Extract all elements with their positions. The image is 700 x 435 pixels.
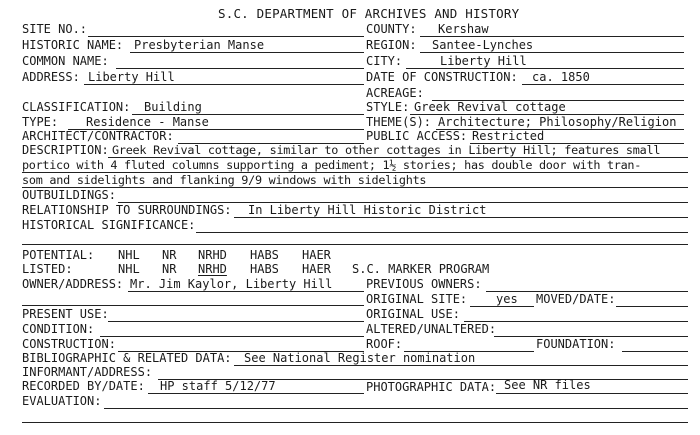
roof-label: ROOF: — [366, 337, 403, 351]
recorded-by-label: RECORDED BY/DATE: — [22, 379, 145, 393]
public-access-value: Restricted — [472, 129, 545, 143]
theme-value: Architecture; Philosophy/Religion — [438, 115, 677, 129]
original-site-value: yes — [496, 292, 518, 306]
form-header: S.C. DEPARTMENT OF ARCHIVES AND HISTORY — [218, 6, 520, 21]
bibliographic-label: BIBLIOGRAPHIC & RELATED DATA: — [22, 351, 232, 365]
potential-haer: HAER — [302, 248, 331, 262]
historic-name-value: Presbyterian Manse — [134, 38, 265, 52]
informant-label: INFORMANT/ADDRESS: — [22, 365, 153, 379]
listed-nr: NR — [162, 262, 177, 276]
description-label: DESCRIPTION: — [22, 143, 109, 157]
region-label: REGION: — [366, 38, 417, 52]
region-value: Santee-Lynches — [432, 38, 534, 52]
present-use-label: PRESENT USE: — [22, 307, 109, 321]
county-label: COUNTY: — [366, 22, 417, 36]
foundation-label: FOUNDATION: — [536, 337, 616, 351]
site-no-label: SITE NO.: — [22, 22, 88, 36]
photographic-data-label: PHOTOGRAPHIC DATA: — [366, 380, 497, 394]
acreage-label: ACREAGE: — [366, 86, 424, 100]
original-site-label: ORIGINAL SITE: — [366, 292, 468, 306]
type-label: TYPE: — [22, 115, 59, 129]
previous-owners-label: PREVIOUS OWNERS: — [366, 277, 482, 291]
relationship-label: RELATIONSHIP TO SURROUNDINGS: — [22, 203, 232, 217]
style-value: Greek Revival cottage — [414, 100, 566, 114]
construction-label: CONSTRUCTION: — [22, 337, 116, 351]
public-access-label: PUBLIC ACCESS: — [366, 129, 468, 143]
description-line-1: Greek Revival cottage, similar to other cottages in Liberty Hill; features small — [112, 143, 661, 157]
photographic-data-value: See NR files — [504, 378, 591, 392]
address-value: Liberty Hill — [88, 70, 175, 84]
description-line-3: som and sidelights and flanking 9/9 windows with sidelights — [22, 173, 427, 187]
architect-label: ARCHITECT/CONTRACTOR: — [22, 129, 174, 143]
historical-significance-label: HISTORICAL SIGNIFICANCE: — [22, 218, 196, 232]
potential-nrhd: NRHD — [198, 248, 227, 262]
listed-label: LISTED: — [22, 262, 73, 276]
potential-label: POTENTIAL: — [22, 248, 95, 262]
altered-unaltered-label: ALTERED/UNALTERED: — [366, 322, 497, 336]
historic-name-label: HISTORIC NAME: — [22, 38, 124, 52]
address-label: ADDRESS: — [22, 70, 80, 84]
relationship-value: In Liberty Hill Historic District — [248, 203, 487, 217]
county-value: Kershaw — [438, 22, 489, 36]
outbuildings-label: OUTBUILDINGS: — [22, 188, 116, 202]
classification-value: Building — [144, 100, 202, 114]
listed-haer: HAER — [302, 262, 331, 276]
original-use-label: ORIGINAL USE: — [366, 307, 460, 321]
potential-habs: HABS — [250, 248, 279, 262]
theme-label: THEME(S): — [366, 115, 432, 129]
listed-nrhd: NRHD — [198, 262, 227, 276]
listed-nhl: NHL — [118, 262, 140, 276]
city-label: CITY: — [366, 54, 403, 68]
sc-marker-program: S.C. MARKER PROGRAM — [352, 262, 490, 276]
moved-date-label: MOVED/DATE: — [536, 292, 616, 306]
owner-address-value: Mr. Jim Kaylor, Liberty Hill — [130, 277, 333, 291]
listed-habs: HABS — [250, 262, 279, 276]
recorded-by-value: HP staff 5/12/77 — [160, 379, 276, 393]
common-name-label: COMMON NAME: — [22, 54, 109, 68]
classification-label: CLASSIFICATION: — [22, 100, 131, 114]
bibliographic-value: See National Register nomination — [244, 351, 476, 365]
style-label: STYLE: — [366, 100, 410, 114]
date-of-construction-value: ca. 1850 — [532, 70, 590, 84]
potential-nr: NR — [162, 248, 177, 262]
condition-label: CONDITION: — [22, 322, 95, 336]
date-of-construction-label: DATE OF CONSTRUCTION: — [366, 70, 518, 84]
potential-nhl: NHL — [118, 248, 140, 262]
owner-address-label: OWNER/ADDRESS: — [22, 277, 124, 291]
city-value: Liberty Hill — [440, 54, 527, 68]
type-value: Residence - Manse — [86, 115, 209, 129]
description-line-2: portico with 4 fluted columns supporting a pediment; 1½ stories; has double door with tran- — [22, 158, 642, 172]
evaluation-label: EVALUATION: — [22, 394, 102, 408]
